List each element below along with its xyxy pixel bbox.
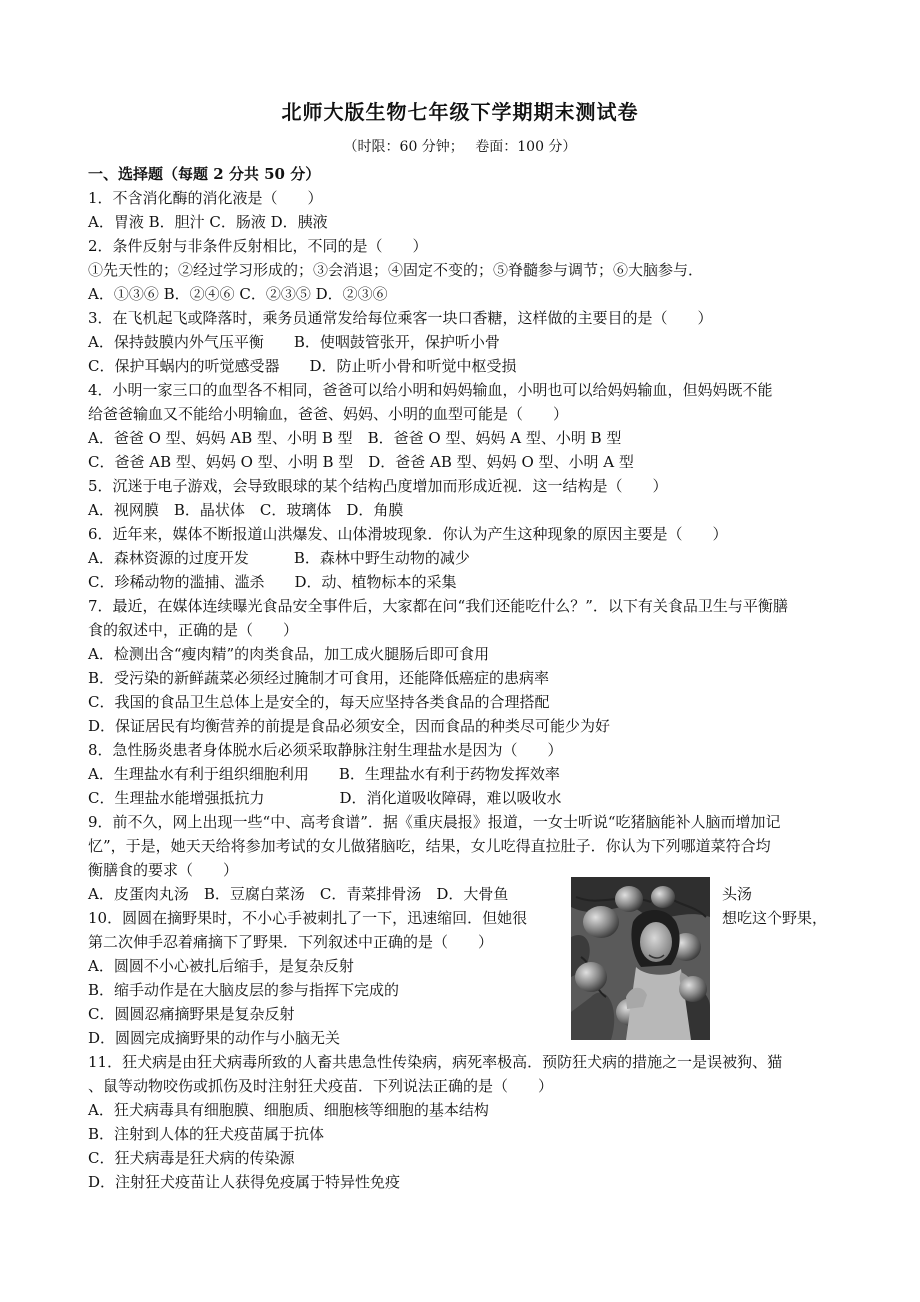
question-10-stem: 10．圆圆在摘野果时，不小心手被刺扎了一下，迅速缩回．但她很 xyxy=(88,909,528,927)
question-8-options-ab: A．生理盐水有利于组织细胞利用 B．生理盐水有利于药物发挥效率 xyxy=(88,765,560,783)
question-10-stem-cont: 第二次伸手忍着痛摘下了野果．下列叙述中正确的是（ ） xyxy=(88,933,494,951)
question-3-options-cd: C．保护耳蜗内的听觉感受器 D．防止听小骨和听觉中枢受损 xyxy=(88,357,517,375)
question-1-options: A．胃液 B．胆汁 C．肠液 D．胰液 xyxy=(88,213,328,231)
question-4-options-ab: A．爸爸 O 型、妈妈 AB 型、小明 B 型 B．爸爸 O 型、妈妈 A 型、小明 B 型 xyxy=(88,429,622,447)
question-2-stem: 2．条件反射与非条件反射相比，不同的是（ ） xyxy=(88,237,428,255)
question-2-options: A．①③⑥ B．②④⑥ C．②③⑤ D．②③⑥ xyxy=(88,285,388,303)
question-9-options: A．皮蛋肉丸汤 B．豆腐白菜汤 C．青菜排骨汤 D．大骨鱼 xyxy=(88,885,509,903)
question-6-options-ab: A．森林资源的过度开发 B．森林中野生动物的减少 xyxy=(88,549,470,567)
question-4-options-cd: C．爸爸 AB 型、妈妈 O 型、小明 B 型 D．爸爸 AB 型、妈妈 O 型、小明 A 型 xyxy=(88,453,634,471)
section-heading: 一、选择题（每题 2 分共 50 分） xyxy=(88,165,321,183)
question-7-option-a: A．检测出含“瘦肉精”的肉类食品，加工成火腿肠后即可食用 xyxy=(88,645,490,663)
exam-subtitle: （时限：60 分钟； 卷面：100 分） xyxy=(343,139,577,155)
fruit-picking-illustration xyxy=(571,877,710,1040)
question-9-stem: 9．前不久，网上出现一些“中、高考食谱”．据《重庆晨报》报道，一女士听说“吃猪脑能补人脑而增加记 xyxy=(88,813,781,831)
question-2-items: ①先天性的；②经过学习形成的；③会消退；④固定不变的；⑤脊髓参与调节；⑥大脑参与． xyxy=(88,261,704,279)
question-6-stem: 6．近年来，媒体不断报道山洪爆发、山体滑坡现象．你认为产生这种现象的原因主要是（ ） xyxy=(88,525,728,543)
question-5-options: A．视网膜 B．晶状体 C．玻璃体 D．角膜 xyxy=(88,501,404,519)
question-11-option-c: C．狂犬病毒是狂犬病的传染源 xyxy=(88,1149,295,1167)
question-11-stem: 11．狂犬病是由狂犬病毒所致的人畜共患急性传染病，病死率极高．预防狂犬病的措施之一是误被狗、猫 xyxy=(88,1053,783,1071)
question-1-stem: 1．不含消化酶的消化液是（ ） xyxy=(88,189,323,207)
question-5-stem: 5．沉迷于电子游戏，会导致眼球的某个结构凸度增加而形成近视．这一结构是（ ） xyxy=(88,477,668,495)
question-3-options-ab: A．保持鼓膜内外气压平衡 B．使咽鼓管张开，保护听小骨 xyxy=(88,333,500,351)
question-4-stem-cont: 给爸爸输血又不能给小明输血，爸爸、妈妈、小明的血型可能是（ ） xyxy=(88,405,569,423)
question-9-options-tail: 头汤 xyxy=(722,885,753,903)
question-7-option-b: B．受污染的新鲜蔬菜必须经过腌制才可食用，还能降低癌症的患病率 xyxy=(88,669,550,687)
fruit-picking-photo xyxy=(571,877,710,1040)
question-11-option-b: B．注射到人体的狂犬疫苗属于抗体 xyxy=(88,1125,325,1143)
question-10-option-b: B．缩手动作是在大脑皮层的参与指挥下完成的 xyxy=(88,981,400,999)
question-9-stem-end: 衡膳食的要求（ ） xyxy=(88,861,239,879)
question-7-option-c: C．我国的食品卫生总体上是安全的，每天应坚持各类食品的合理搭配 xyxy=(88,693,550,711)
question-9-stem-cont: 忆”，于是，她天天给将参加考试的女儿做猪脑吃，结果，女儿吃得直拉肚子．你认为下列哪道菜符合均 xyxy=(88,837,771,855)
question-4-stem: 4．小明一家三口的血型各不相同，爸爸可以给小明和妈妈输血，小明也可以给妈妈输血，但妈妈既不能 xyxy=(88,381,773,399)
question-3-stem: 3．在飞机起飞或降落时，乘务员通常发给每位乘客一块口香糖，这样做的主要目的是（ ） xyxy=(88,309,713,327)
question-6-options-cd: C．珍稀动物的滥捕、滥杀 D．动、植物标本的采集 xyxy=(88,573,457,591)
question-8-stem: 8．急性肠炎患者身体脱水后必须采取静脉注射生理盐水是因为（ ） xyxy=(88,741,563,759)
question-11-option-a: A．狂犬病毒具有细胞膜、细胞质、细胞核等细胞的基本结构 xyxy=(88,1101,489,1119)
question-10-option-d: D．圆圆完成摘野果的动作与小脑无关 xyxy=(88,1029,341,1047)
question-11-option-d: D．注射狂犬疫苗让人获得免疫属于特异性免疫 xyxy=(88,1173,401,1191)
question-10-stem-tail: 想吃这个野果， xyxy=(722,909,828,927)
question-11-stem-cont: 、鼠等动物咬伤或抓伤及时注射狂犬疫苗．下列说法正确的是（ ） xyxy=(88,1077,554,1095)
question-7-option-d: D．保证居民有均衡营养的前提是食品必须安全，因而食品的种类尽可能少为好 xyxy=(88,717,611,735)
question-7-stem-cont: 食的叙述中，正确的是（ ） xyxy=(88,621,299,639)
question-7-stem: 7．最近，在媒体连续曝光食品安全事件后，大家都在问“我们还能吃什么？”．以下有关食品卫生与平衡膳 xyxy=(88,597,788,615)
question-10-option-a: A．圆圆不小心被扎后缩手，是复杂反射 xyxy=(88,957,354,975)
question-10-option-c: C．圆圆忍痛摘野果是复杂反射 xyxy=(88,1005,295,1023)
exam-title: 北师大版生物七年级下学期期末测试卷 xyxy=(281,100,639,124)
question-8-options-cd: C．生理盐水能增强抵抗力 D．消化道吸收障碍，难以吸收水 xyxy=(88,789,562,807)
